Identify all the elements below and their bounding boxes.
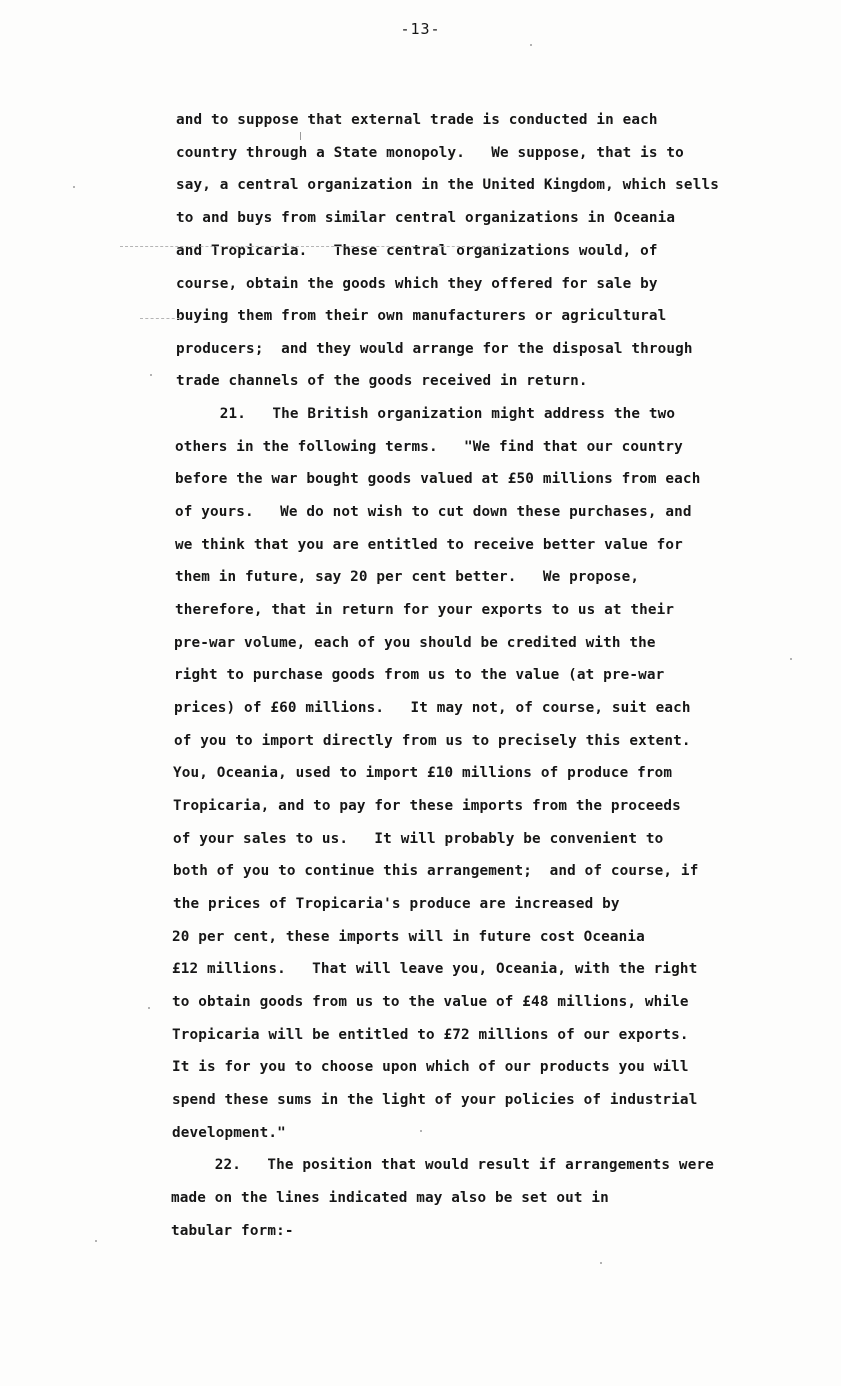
scan-speck [790, 658, 792, 660]
body-line: to obtain goods from us to the value of £48 millions, while [172, 994, 689, 1010]
body-line: It is for you to choose upon which of our products you will [172, 1059, 689, 1075]
scan-speck [148, 1007, 150, 1009]
body-line: of your sales to us. It will probably be convenient to [173, 831, 664, 847]
body-line: producers; and they would arrange for the disposal through [176, 341, 693, 357]
body-line: country through a State monopoly. We suppose, that is to [176, 145, 684, 161]
body-line: before the war bought goods valued at £50 millions from each [175, 471, 701, 487]
body-line: them in future, say 20 per cent better. We propose, [175, 569, 640, 585]
body-line: to and buys from similar central organizations in Oceania [176, 210, 676, 226]
body-line: prices) of £60 millions. It may not, of course, suit each [174, 700, 691, 716]
paragraph-21-start: 21. The British organization might address the two [176, 406, 676, 422]
page-number: -13- [400, 20, 441, 38]
scan-speck [73, 186, 75, 188]
body-line: and to suppose that external trade is conducted in each [176, 112, 658, 128]
scan-speck [300, 132, 301, 140]
body-line: the prices of Tropicaria's produce are increased by [173, 896, 620, 912]
body-line: tabular form:- [171, 1223, 294, 1239]
body-line: course, obtain the goods which they offered for sale by [176, 276, 658, 292]
body-line: £12 millions. That will leave you, Oceania, with the right [172, 961, 698, 977]
body-line: of you to import directly from us to precisely this extent. [174, 733, 691, 749]
body-line: both of you to continue this arrangement; and of course, if [173, 863, 699, 879]
scan-speck [95, 1240, 97, 1242]
scan-dotted-line [120, 246, 500, 247]
body-line: therefore, that in return for your exports to us at their [175, 602, 675, 618]
body-line: trade channels of the goods received in return. [176, 373, 588, 389]
body-line: made on the lines indicated may also be set out in [171, 1190, 609, 1206]
body-line: development." [172, 1125, 286, 1141]
body-line: of yours. We do not wish to cut down these purchases, and [175, 504, 692, 520]
body-line: 20 per cent, these imports will in future cost Oceania [172, 929, 645, 945]
scan-speck [530, 44, 532, 46]
body-line: buying them from their own manufacturers or agricultural [176, 308, 667, 324]
body-line: pre-war volume, each of you should be credited with the [174, 635, 656, 651]
scan-speck [420, 1130, 422, 1132]
body-line: spend these sums in the light of your policies of industrial [172, 1092, 698, 1108]
body-line: others in the following terms. "We find that our country [175, 439, 683, 455]
body-line: Tropicaria will be entitled to £72 millions of our exports. [172, 1027, 689, 1043]
paragraph-22-start: 22. The position that would result if arrangements were [171, 1157, 714, 1173]
body-line: we think that you are entitled to receive better value for [175, 537, 683, 553]
scan-dotted-line [140, 318, 180, 319]
body-line: right to purchase goods from us to the value (at pre-war [174, 667, 665, 683]
scan-speck [150, 374, 152, 376]
body-line: Tropicaria, and to pay for these imports from the proceeds [173, 798, 681, 814]
scan-speck [600, 1262, 602, 1264]
body-line: You, Oceania, used to import £10 millions of produce from [173, 765, 673, 781]
body-line: say, a central organization in the United Kingdom, which sells [176, 177, 719, 193]
body-line: and Tropicaria. These central organizations would, of [176, 243, 658, 259]
